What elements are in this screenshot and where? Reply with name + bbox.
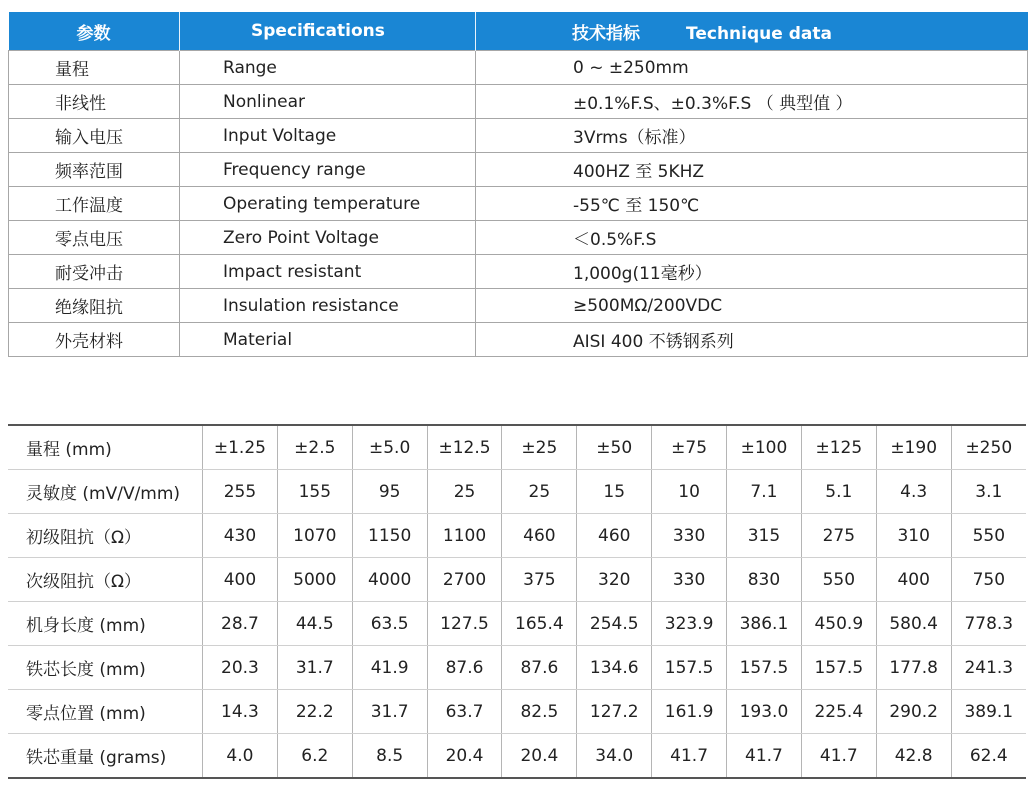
model-cell: ±250	[951, 425, 1026, 470]
model-cell: 5000	[277, 558, 352, 602]
model-cell: 127.5	[427, 602, 502, 646]
model-cell: 323.9	[652, 602, 727, 646]
model-cell: 25	[427, 470, 502, 514]
spec-row	[9, 51, 1028, 85]
model-cell: 44.5	[277, 602, 352, 646]
model-cell: 7.1	[727, 470, 802, 514]
model-cell: 87.6	[427, 646, 502, 690]
model-cell: 41.7	[652, 734, 727, 779]
model-cell: 315	[727, 514, 802, 558]
model-cell: 310	[876, 514, 951, 558]
model-cell: 375	[502, 558, 577, 602]
model-row-label: 初级阻抗（Ω）	[8, 514, 203, 558]
spec-row	[9, 119, 1028, 153]
model-cell: 62.4	[951, 734, 1026, 779]
model-cell: 450.9	[801, 602, 876, 646]
model-row-label: 灵敏度 (mV/V/mm)	[8, 470, 203, 514]
model-cell: 4.3	[876, 470, 951, 514]
spec-value: ＜0.5%F.S	[476, 221, 1028, 255]
header-specifications: Specifications	[180, 12, 476, 51]
model-cell: 1150	[352, 514, 427, 558]
header-technique-data	[476, 12, 1028, 51]
model-cell: 330	[652, 514, 727, 558]
spec-label-cn: 量程	[9, 51, 180, 85]
spec-value: -55℃ 至 150℃	[476, 187, 1028, 221]
model-cell: 460	[577, 514, 652, 558]
model-cell: 31.7	[352, 690, 427, 734]
model-cell: 157.5	[727, 646, 802, 690]
spec-label-cn: 零点电压	[9, 221, 180, 255]
model-cell: 134.6	[577, 646, 652, 690]
spec-label-cn: 输入电压	[9, 119, 180, 153]
model-row-label: 次级阻抗（Ω）	[8, 558, 203, 602]
model-cell: 161.9	[652, 690, 727, 734]
model-cell: 10	[652, 470, 727, 514]
model-row-label: 铁芯长度 (mm)	[8, 646, 203, 690]
model-cell: 241.3	[951, 646, 1026, 690]
spec-label-en: Input Voltage	[180, 119, 476, 153]
model-cell: 87.6	[502, 646, 577, 690]
model-cell: 3.1	[951, 470, 1026, 514]
model-cell: 254.5	[577, 602, 652, 646]
model-cell: 63.5	[352, 602, 427, 646]
model-cell: 275	[801, 514, 876, 558]
spec-label-en: Frequency range	[180, 153, 476, 187]
model-cell: 15	[577, 470, 652, 514]
model-row	[8, 558, 1026, 602]
spec-label-en: Zero Point Voltage	[180, 221, 476, 255]
model-cell: 1100	[427, 514, 502, 558]
model-cell: 25	[502, 470, 577, 514]
model-cell: ±2.5	[277, 425, 352, 470]
model-cell: 31.7	[277, 646, 352, 690]
model-cell: ±125	[801, 425, 876, 470]
model-cell: 225.4	[801, 690, 876, 734]
model-cell: 157.5	[652, 646, 727, 690]
model-row	[8, 514, 1026, 558]
model-row	[8, 690, 1026, 734]
spec-label-en: Impact resistant	[180, 255, 476, 289]
model-cell: 290.2	[876, 690, 951, 734]
model-cell: 41.9	[352, 646, 427, 690]
model-cell: 386.1	[727, 602, 802, 646]
header-tech-en: Technique data	[686, 23, 832, 44]
model-cell: 95	[352, 470, 427, 514]
model-cell: 5.1	[801, 470, 876, 514]
model-row	[8, 470, 1026, 514]
model-cell: 41.7	[727, 734, 802, 779]
model-row-label: 机身长度 (mm)	[8, 602, 203, 646]
spec-value: AISI 400 不锈钢系列	[476, 323, 1028, 357]
model-cell: 550	[801, 558, 876, 602]
model-row-label: 量程 (mm)	[8, 425, 203, 470]
spec-header-row	[9, 12, 1028, 51]
spec-row	[9, 85, 1028, 119]
model-cell: 42.8	[876, 734, 951, 779]
spec-value: 3Vrms（标准）	[476, 119, 1028, 153]
spec-value: 0 ~ ±250mm	[476, 51, 1028, 85]
model-cell: 2700	[427, 558, 502, 602]
model-cell: 778.3	[951, 602, 1026, 646]
model-cell: ±50	[577, 425, 652, 470]
model-cell: 127.2	[577, 690, 652, 734]
model-cell: ±25	[502, 425, 577, 470]
spec-label-cn: 耐受冲击	[9, 255, 180, 289]
model-cell: ±5.0	[352, 425, 427, 470]
spec-label-cn: 工作温度	[9, 187, 180, 221]
spec-row	[9, 221, 1028, 255]
header-param-cn: 参数	[9, 12, 180, 51]
model-cell: 20.4	[502, 734, 577, 779]
model-cell: ±190	[876, 425, 951, 470]
model-cell: 320	[577, 558, 652, 602]
model-cell: 460	[502, 514, 577, 558]
spec-label-en: Material	[180, 323, 476, 357]
model-cell: 400	[876, 558, 951, 602]
model-cell: 550	[951, 514, 1026, 558]
spec-label-en: Insulation resistance	[180, 289, 476, 323]
model-row	[8, 425, 1026, 470]
specifications-table	[8, 12, 1028, 357]
model-cell: ±12.5	[427, 425, 502, 470]
model-cell: 6.2	[277, 734, 352, 779]
model-cell: 255	[203, 470, 278, 514]
model-row	[8, 602, 1026, 646]
model-cell: 177.8	[876, 646, 951, 690]
model-data-table	[8, 424, 1026, 779]
model-cell: 8.5	[352, 734, 427, 779]
model-cell: 193.0	[727, 690, 802, 734]
model-row	[8, 646, 1026, 690]
model-cell: ±75	[652, 425, 727, 470]
spec-label-en: Range	[180, 51, 476, 85]
model-cell: 1070	[277, 514, 352, 558]
model-cell: ±1.25	[203, 425, 278, 470]
model-body	[8, 425, 1026, 778]
model-row-label: 零点位置 (mm)	[8, 690, 203, 734]
model-cell: 4000	[352, 558, 427, 602]
spec-row	[9, 153, 1028, 187]
model-cell: 63.7	[427, 690, 502, 734]
model-cell: 155	[277, 470, 352, 514]
model-row	[8, 734, 1026, 779]
model-cell: 165.4	[502, 602, 577, 646]
model-cell: 830	[727, 558, 802, 602]
model-cell: 330	[652, 558, 727, 602]
spec-label-en: Nonlinear	[180, 85, 476, 119]
model-cell: 41.7	[801, 734, 876, 779]
spec-row	[9, 323, 1028, 357]
model-cell: 580.4	[876, 602, 951, 646]
spec-label-cn: 非线性	[9, 85, 180, 119]
spec-row	[9, 255, 1028, 289]
model-cell: 28.7	[203, 602, 278, 646]
spec-row	[9, 187, 1028, 221]
spec-label-cn: 绝缘阻抗	[9, 289, 180, 323]
model-row-label: 铁芯重量 (grams)	[26, 748, 167, 768]
spec-label-cn: 外壳材料	[9, 323, 180, 357]
model-cell: 4.0	[203, 734, 278, 779]
model-cell: 157.5	[801, 646, 876, 690]
model-cell: 400	[203, 558, 278, 602]
model-cell: 34.0	[577, 734, 652, 779]
model-cell: 20.3	[203, 646, 278, 690]
spec-value: 400HZ 至 5KHZ	[476, 153, 1028, 187]
spec-value: 1,000g(11毫秒）	[476, 255, 1028, 289]
model-cell: 14.3	[203, 690, 278, 734]
spec-body	[9, 51, 1028, 357]
model-cell: ±100	[727, 425, 802, 470]
spec-value: ±0.1%F.S、±0.3%F.S （ 典型值 ）	[476, 85, 1028, 119]
spec-label-en: Operating temperature	[180, 187, 476, 221]
model-cell: 389.1	[951, 690, 1026, 734]
model-cell: 20.4	[427, 734, 502, 779]
spec-label-cn: 频率范围	[9, 153, 180, 187]
spec-row	[9, 289, 1028, 323]
spec-value: ≥500MΩ/200VDC	[476, 289, 1028, 323]
header-tech-cn: 技术指标	[572, 23, 640, 44]
model-cell: 430	[203, 514, 278, 558]
model-cell: 22.2	[277, 690, 352, 734]
model-cell: 82.5	[502, 690, 577, 734]
model-cell: 750	[951, 558, 1026, 602]
